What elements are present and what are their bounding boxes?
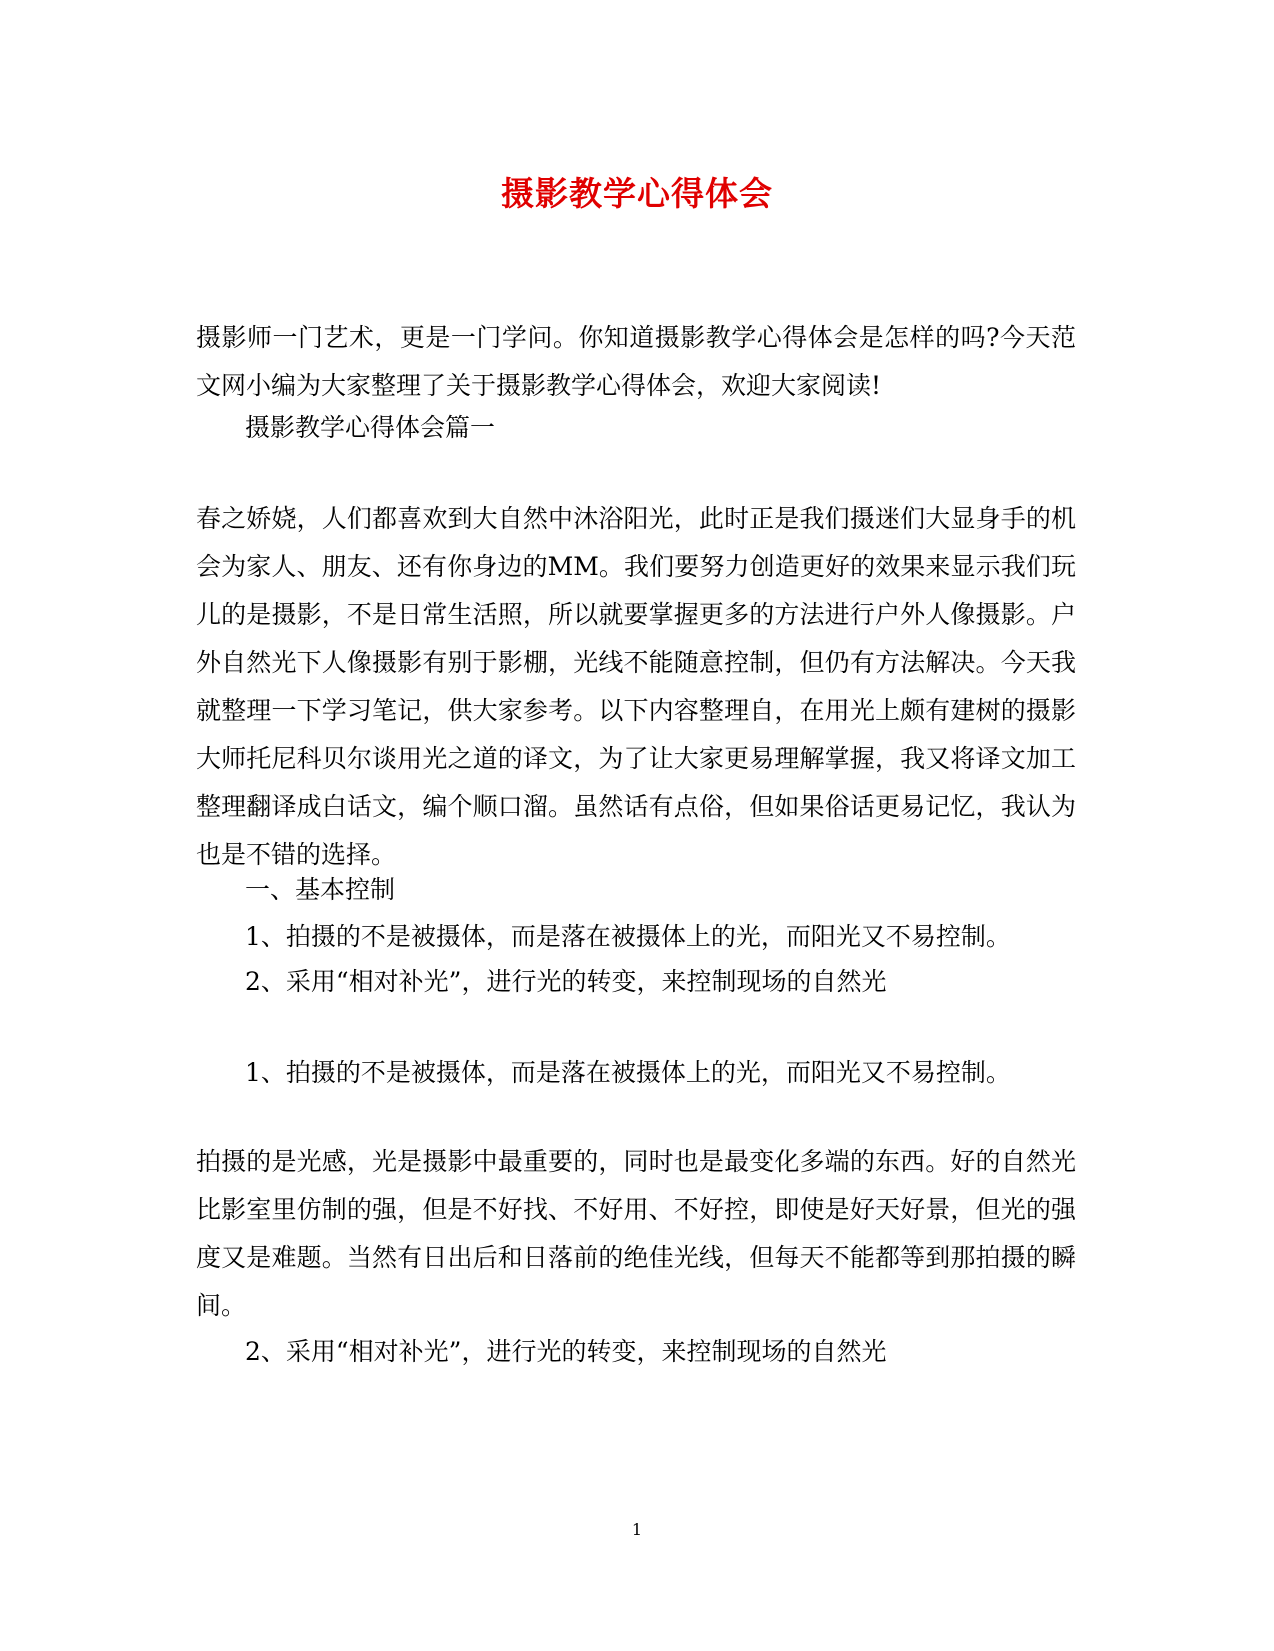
page-number: 1 <box>631 1520 643 1539</box>
list-item-point-1: 1、拍摄的不是被摄体，而是落在被摄体上的光，而阳光又不易控制。 <box>245 922 1011 951</box>
body-paragraph-2: 拍摄的是光感，光是摄影中最重要的，同时也是最变化多端的东西。好的自然光比影室里仿制的强，但是不好找、不好用、不好控，即使是好天好景，但光的强度又是难题。当然有日出后和日落前的绝佳光线，但每天不能都等到那拍摄的瞬间。 <box>196 1147 1076 1320</box>
section-heading: 摄影教学心得体会篇一 <box>245 413 496 442</box>
list-item-point-2: 2、采用“相对补光”，进行光的转变，来控制现场的自然光 <box>245 967 887 996</box>
intro-paragraph: 摄影师一门艺术，更是一门学问。你知道摄影教学心得体会是怎样的吗?今天范文网小编为大家整理了关于摄影教学心得体会，欢迎大家阅读! <box>196 323 1076 400</box>
body-paragraph-1: 春之娇娆，人们都喜欢到大自然中沐浴阳光，此时正是我们摄迷们大显身手的机会为家人、朋友、还有你身边的MM。我们要努力创造更好的效果来显示我们玩儿的是摄影，不是日常生活照，所以就要掌握更多的方法进行户外人像摄影。户外自然光下人像摄影有别于影棚，光线不能随意控制，但仍有方法解决。今天我就整理一下学习笔记，供大家参考。以下内容整理自，在用光上颇有建树的摄影大师托尼科贝尔谈用光之道的译文，为了让大家更易理解掌握，我又将译文加工整理翻译成白话文，编个顺口溜。虽然话有点俗，但如果俗话更易记忆，我认为也是不错的选择。 <box>196 504 1076 869</box>
page-title: 摄影教学心得体会 <box>501 174 773 213</box>
list-item-point-2-repeat: 2、采用“相对补光”，进行光的转变，来控制现场的自然光 <box>245 1337 887 1366</box>
list-item-point-1-repeat: 1、拍摄的不是被摄体，而是落在被摄体上的光，而阳光又不易控制。 <box>245 1058 1011 1087</box>
subheading-basic-control: 一、基本控制 <box>245 875 396 904</box>
